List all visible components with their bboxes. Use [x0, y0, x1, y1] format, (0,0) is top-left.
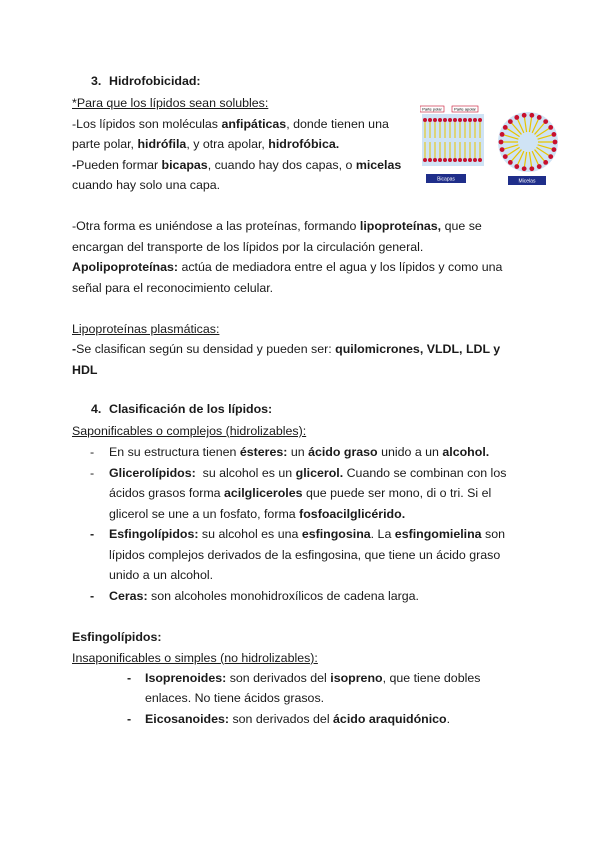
list-item: Esfingolípidos: su alcohol es una esfingosina. La esfingomielina son [109, 527, 505, 541]
lipid-head [500, 132, 505, 137]
section-3-number: 3. [91, 74, 102, 88]
lipid-head [552, 147, 557, 152]
lipid-head [428, 118, 432, 122]
list-item-continuation: enlaces. No tiene ácidos grasos. [145, 691, 325, 705]
lipid-head [448, 158, 452, 162]
lipid-head [503, 125, 508, 130]
lipid-head [463, 158, 467, 162]
lipid-head [453, 118, 457, 122]
section-3-title: Hidrofobicidad: [109, 74, 201, 88]
unsaponifiable-subtitle: Insaponificables o simples (no hidrolizables): [72, 651, 318, 665]
lipoproteins-subtitle: Lipoproteínas plasmáticas: [72, 322, 220, 336]
lipid-head [468, 118, 472, 122]
list-item: En su estructura tienen ésteres: un ácido graso unido a un alcohol. [109, 445, 490, 459]
saponifiable-subtitle: Saponificables o complejos (hidrolizables): [72, 424, 307, 438]
lipid-head [473, 158, 477, 162]
lipid-head [529, 113, 534, 118]
lipid-head [548, 154, 553, 159]
lipid-head [478, 158, 482, 162]
lipid-head [514, 164, 519, 169]
lipid-head [478, 118, 482, 122]
lipid-head [438, 118, 442, 122]
bilayer-caption: Bicapas [437, 176, 455, 183]
lipid-head [423, 118, 427, 122]
list-item-continuation: glicerol se une a un fosfato, forma fosfoacilglicérido. [109, 507, 406, 521]
lipid-head [458, 158, 462, 162]
list-bullet: - [90, 466, 95, 480]
lipid-head [508, 160, 513, 165]
lipid-head [514, 115, 519, 120]
list-bullet: - [127, 712, 132, 726]
polar-label: Parte polar [422, 106, 442, 112]
micelle-caption: Micelas [518, 178, 536, 185]
lipid-head [508, 119, 513, 124]
lipid-head [529, 166, 534, 171]
list-bullet: - [90, 589, 95, 603]
lipid-head [548, 125, 553, 130]
apolar-label: Parte apolar [454, 106, 476, 112]
list-item: Ceras: son alcoholes monohidroxílicos de cadena larga. [109, 589, 419, 603]
lipid-head [537, 164, 542, 169]
list-item-continuation: ácidos grasos forma acilgliceroles que puede ser mono, di o tri. Si el [109, 486, 492, 500]
lipid-head [443, 158, 447, 162]
lipid-head [553, 140, 558, 145]
lipid-head [468, 158, 472, 162]
lipid-head [458, 118, 462, 122]
lipid-head [522, 166, 527, 171]
paragraph-line: HDL [72, 363, 98, 377]
paragraph-line: señal para el reconocimiento celular. [72, 281, 274, 295]
lipid-head [543, 119, 548, 124]
lipid-head [499, 140, 504, 145]
lipid-head [552, 132, 557, 137]
lipid-head [463, 118, 467, 122]
section-4-title: Clasificación de los lípidos: [109, 402, 273, 416]
list-item: Glicerolípidos: su alcohol es un glicerol. Cuando se combinan con los [109, 466, 507, 480]
lipid-head [438, 158, 442, 162]
list-item-continuation: unido a un alcohol. [109, 568, 214, 582]
section-4-number: 4. [91, 402, 102, 416]
list-bullet: - [90, 527, 95, 541]
lipid-head [428, 158, 432, 162]
lipid-head [433, 118, 437, 122]
list-item-continuation: lípidos complejos derivados de la esfingosina, que tiene un ácido graso [109, 548, 501, 562]
section-3-subtitle: *Para que los lípidos sean solubles: [72, 96, 269, 110]
bilayer-micelle-figure [420, 104, 563, 186]
lipid-head [423, 158, 427, 162]
lipid-head [503, 154, 508, 159]
paragraph-line: cuando hay solo una capa. [72, 178, 221, 192]
paragraph-line: encargan del transporte de los lípidos por la circulación general. [72, 240, 424, 254]
paragraph-line: parte polar, hidrófila, y otra apolar, hidrofóbica. [72, 137, 340, 151]
paragraph-line: Apolipoproteínas: actúa de mediadora entre el agua y los lípidos y como una [72, 260, 503, 274]
paragraph-line: -Pueden formar bicapas, cuando hay dos capas, o micelas [72, 158, 402, 172]
list-item: Isoprenoides: son derivados del isopreno, que tiene dobles [145, 671, 481, 685]
lipid-head [433, 158, 437, 162]
list-bullet: - [90, 445, 95, 459]
list-item: Eicosanoides: son derivados del ácido araquidónico. [145, 712, 451, 726]
paragraph-line: -Otra forma es uniéndose a las proteínas, formando lipoproteínas, que se [72, 219, 482, 233]
lipid-head [537, 115, 542, 120]
lipid-head [453, 158, 457, 162]
lipid-head [443, 118, 447, 122]
lipid-head [500, 147, 505, 152]
paragraph-line: -Se clasifican según su densidad y pueden ser: quilomicrones, VLDL, LDL y [72, 342, 501, 356]
lipid-head [473, 118, 477, 122]
lipid-head [543, 160, 548, 165]
lipid-head [448, 118, 452, 122]
paragraph-line: -Los lípidos son moléculas anfipáticas, donde tienen una [72, 117, 389, 131]
sphingolipids-title: Esfingolípidos: [72, 630, 162, 644]
list-bullet: - [127, 671, 132, 685]
lipid-head [522, 113, 527, 118]
